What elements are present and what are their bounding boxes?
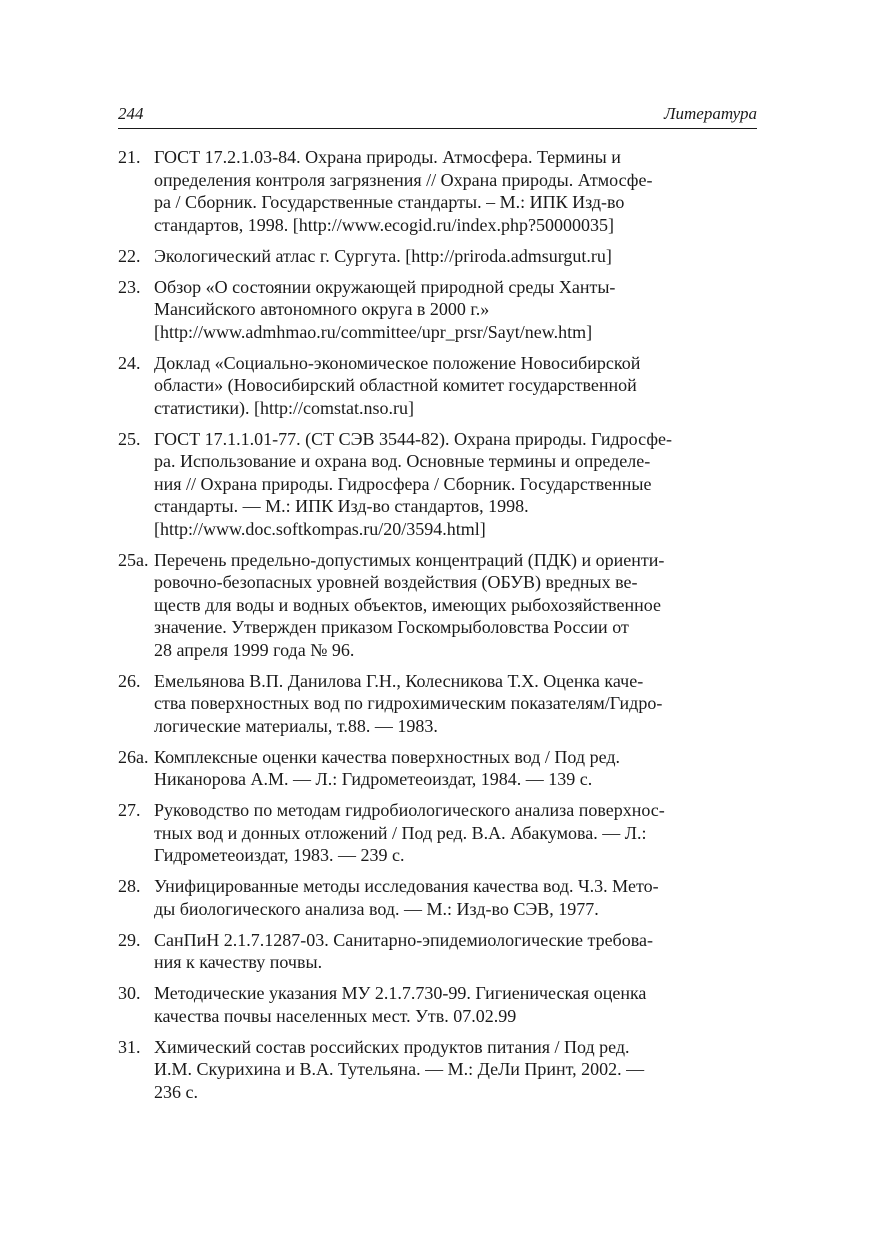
reference-item: [118, 982, 758, 1027]
reference-number: 22.: [118, 245, 141, 266]
reference-text-line: Доклад «Социально-экономическое положение Новосибирской: [154, 352, 641, 373]
reference-item: [118, 276, 758, 344]
reference-text-line: Гидрометеоиздат, 1983. — 239 с.: [154, 845, 405, 865]
reference-number: 24.: [118, 352, 141, 373]
reference-text-line: стандарты. — М.: ИПК Изд-во стандартов, 1998.: [154, 496, 529, 516]
reference-text-line: ГОСТ 17.2.1.03-84. Охрана природы. Атмосфера. Термины и: [154, 147, 621, 167]
reference-text-line: ГОСТ 17.1.1.01-77. (СТ СЭВ 3544-82). Охрана природы. Гидросфе-: [154, 428, 672, 449]
reference-text-line: Мансийского автономного округа в 2000 г.»: [154, 299, 490, 319]
reference-item: [118, 245, 758, 268]
reference-number: 27.: [118, 800, 141, 820]
reference-text-line: ства поверхностных вод по гидрохимическим показателям/Гидро-: [154, 693, 663, 713]
page-header: [118, 104, 757, 129]
reference-item: [118, 352, 758, 420]
reference-text-line: ния к качеству почвы.: [154, 952, 323, 972]
reference-text-line: ровочно-безопасных уровней воздействия (ОБУВ) вредных ве-: [154, 572, 638, 592]
reference-list: [118, 146, 758, 1112]
reference-item: [118, 746, 758, 791]
reference-number: 25.: [118, 428, 141, 449]
reference-text-line: значение. Утвержден приказом Госкомрыболовства России от: [154, 617, 629, 637]
reference-item: [118, 428, 758, 541]
reference-text-line: тных вод и донных отложений / Под ред. В.А. Абакумова. — Л.:: [154, 822, 647, 843]
reference-text-line: Химический состав российских продуктов питания / Под ред.: [154, 1036, 630, 1057]
reference-text-line: Емельянова В.П. Данилова Г.Н., Колесникова Т.Х. Оценка каче-: [154, 670, 644, 691]
reference-text-line: Никанорова А.М. — Л.: Гидрометеоиздат, 1984. — 139 с.: [154, 769, 593, 789]
reference-item: [118, 1036, 758, 1104]
reference-text-line: Перечень предельно-допустимых концентраций (ПДК) и ориенти-: [154, 549, 665, 570]
reference-text-line: качества почвы населенных мест. Утв. 07.02.99: [154, 1005, 517, 1026]
reference-text-line: ществ для воды и водных объектов, имеющих рыбохозяйственное: [154, 594, 662, 615]
reference-item: [118, 146, 758, 236]
running-title: Литература: [663, 104, 757, 123]
reference-text-line: ния // Охрана природы. Гидросфера / Сборник. Государственные: [154, 473, 652, 494]
reference-number: 21.: [118, 147, 141, 167]
reference-text-line: статистики). [http://comstat.nso.ru]: [154, 397, 414, 418]
reference-item: [118, 929, 758, 974]
reference-item: [118, 670, 758, 738]
reference-number: 28.: [118, 876, 141, 896]
reference-number: 26а.: [118, 746, 149, 767]
reference-text-line: ра. Использование и охрана вод. Основные термины и определе-: [154, 451, 651, 471]
reference-text-line: Методические указания МУ 2.1.7.730-99. Гигиеническая оценка: [154, 983, 647, 1003]
reference-text-line: Руководство по методам гидробиологического анализа поверхнос-: [154, 800, 665, 820]
reference-number: 30.: [118, 983, 141, 1003]
reference-text-line: ды биологического анализа вод. — М.: Изд-во СЭВ, 1977.: [154, 898, 599, 919]
reference-text-line: ра / Сборник. Государственные стандарты. – М.: ИПК Изд-во: [154, 192, 625, 212]
reference-number: 23.: [118, 276, 141, 297]
reference-text-line: Экологический атлас г. Сургута. [http://priroda.admsurgut.ru]: [154, 245, 612, 266]
reference-text-line: определения контроля загрязнения // Охрана природы. Атмосфе-: [154, 169, 653, 190]
reference-text-line: Унифицированные методы исследования качества вод. Ч.3. Мето-: [154, 876, 659, 896]
reference-text-line: [http://www.doc.softkompas.ru/20/3594.html]: [154, 518, 486, 539]
reference-text-line: СанПиН 2.1.7.1287-03. Санитарно-эпидемиологические требова-: [154, 929, 653, 950]
reference-item: [118, 875, 758, 920]
reference-text-line: И.М. Скурихина и В.А. Тутельяна. — М.: ДеЛи Принт, 2002. —: [154, 1059, 645, 1079]
reference-text-line: логические материалы, т.88. — 1983.: [154, 715, 438, 736]
reference-number: 25а.: [118, 549, 149, 570]
reference-text-line: [http://www.admhmao.ru/committee/upr_prsr/Sayt/new.htm]: [154, 321, 593, 342]
reference-item: [118, 799, 758, 867]
reference-text-line: 236 с.: [154, 1081, 198, 1102]
page-number: 244: [118, 104, 144, 123]
reference-text-line: стандартов, 1998. [http://www.ecogid.ru/index.php?50000035]: [154, 214, 615, 235]
reference-number: 31.: [118, 1036, 141, 1057]
reference-number: 29.: [118, 929, 141, 950]
reference-text-line: Обзор «О состоянии окружающей природной среды Ханты-: [154, 276, 616, 297]
reference-item: [118, 549, 758, 662]
reference-text-line: Комплексные оценки качества поверхностных вод / Под ред.: [154, 746, 620, 767]
reference-text-line: 28 апреля 1999 года № 96.: [154, 639, 355, 660]
reference-text-line: области» (Новосибирский областной комитет государственной: [154, 375, 637, 395]
reference-number: 26.: [118, 670, 141, 691]
